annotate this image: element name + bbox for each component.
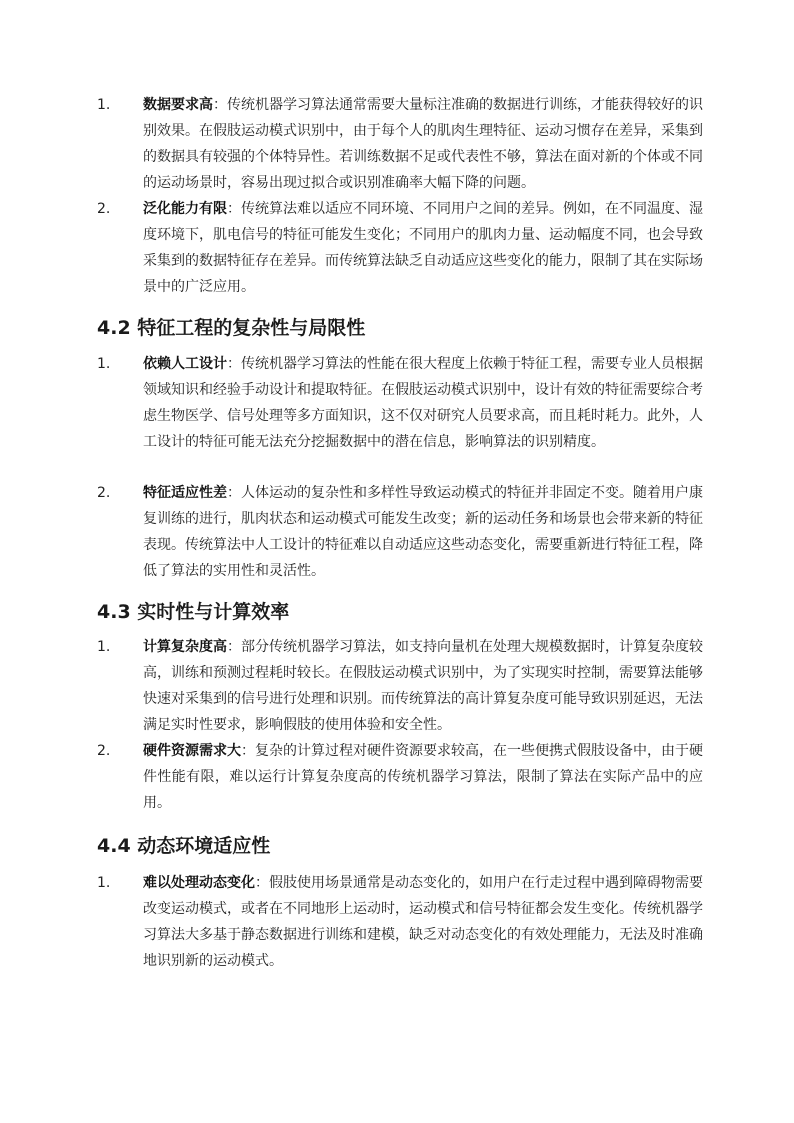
- section-heading: 4.3 实时性与计算效率: [97, 601, 290, 623]
- list-item-text: ：传统机器学习算法的性能在很大程度上依赖于特征工程，需要专业人员根据领域知识和经验手动设计和提取特征。在假肢运动模式识别中，设计有效的特征需要综合考虑生物医学、信号处理等多方面知识，这不仅对研究人员要求高，而且耗时耗力。此外，人工设计的特征可能无法充分挖掘数据中的潜在信息，影响算法的识别精度。: [143, 356, 703, 450]
- list-item-body: [143, 480, 703, 584]
- list-item-number: 2.: [97, 485, 111, 501]
- list-item-body: [143, 870, 703, 974]
- list-item-body: [143, 738, 703, 816]
- list-item-text: ：部分传统机器学习算法，如支持向量机在处理大规模数据时，计算复杂度较高，训练和预测过程耗时较长。在假肢运动模式识别中，为了实现实时控制，需要算法能够快速对采集到的信号进行处理和识别。而传统算法的高计算复杂度可能导致识别延迟，无法满足实时性要求，影响假肢的使用体验和安全性。: [143, 639, 703, 733]
- list-item-term: 泛化能力有限: [143, 201, 227, 217]
- list-item-number: 1.: [97, 639, 111, 655]
- list-item-body: [143, 196, 703, 300]
- list-item-term: 计算复杂度高: [143, 639, 227, 655]
- list-item-text: ：复杂的计算过程对硬件资源要求较高，在一些便携式假肢设备中，由于硬件性能有限，难以运行计算复杂度高的传统机器学习算法，限制了算法在实际产品中的应用。: [143, 743, 703, 811]
- section-heading: 4.4 动态环境适应性: [97, 835, 271, 857]
- list-item-body: [143, 351, 703, 455]
- list-item-text: ：传统算法难以适应不同环境、不同用户之间的差异。例如，在不同温度、湿度环境下，肌电信号的特征可能发生变化；不同用户的肌肉力量、运动幅度不同，也会导致采集到的数据特征存在差异。而传统算法缺乏自动适应这些变化的能力，限制了其在实际场景中的广泛应用。: [143, 201, 703, 295]
- list-item-body: [143, 92, 703, 196]
- list-item-term: 难以处理动态变化: [143, 875, 255, 891]
- list-item-number: 2.: [97, 201, 111, 217]
- list-item-term: 特征适应性差: [143, 485, 227, 501]
- list-item-body: [143, 634, 703, 738]
- list-item-number: 1.: [97, 356, 111, 372]
- list-item-term: 硬件资源需求大: [143, 743, 241, 759]
- list-item-text: ：假肢使用场景通常是动态变化的，如用户在行走过程中遇到障碍物需要改变运动模式，或者在不同地形上运动时，运动模式和信号特征都会发生变化。传统机器学习算法大多基于静态数据进行训练和建模，缺乏对动态变化的有效处理能力，无法及时准确地识别新的运动模式。: [143, 875, 703, 969]
- list-item-number: 1.: [97, 97, 111, 113]
- section-heading: 4.2 特征工程的复杂性与局限性: [97, 317, 366, 339]
- list-item-term: 依赖人工设计: [143, 356, 227, 372]
- list-item-number: 2.: [97, 743, 111, 759]
- list-item-number: 1.: [97, 875, 111, 891]
- list-item-text: ：传统机器学习算法通常需要大量标注准确的数据进行训练，才能获得较好的识别效果。在假肢运动模式识别中，由于每个人的肌肉生理特征、运动习惯存在差异，采集到的数据具有较强的个体特异性。若训练数据不足或代表性不够，算法在面对新的个体或不同的运动场景时，容易出现过拟合或识别准确率大幅下降的问题。: [143, 97, 703, 191]
- list-item-text: ：人体运动的复杂性和多样性导致运动模式的特征并非固定不变。随着用户康复训练的进行，肌肉状态和运动模式可能发生改变；新的运动任务和场景也会带来新的特征表现。传统算法中人工设计的特征难以自动适应这些动态变化，需要重新进行特征工程，降低了算法的实用性和灵活性。: [143, 485, 703, 579]
- list-item-term: 数据要求高: [143, 97, 213, 113]
